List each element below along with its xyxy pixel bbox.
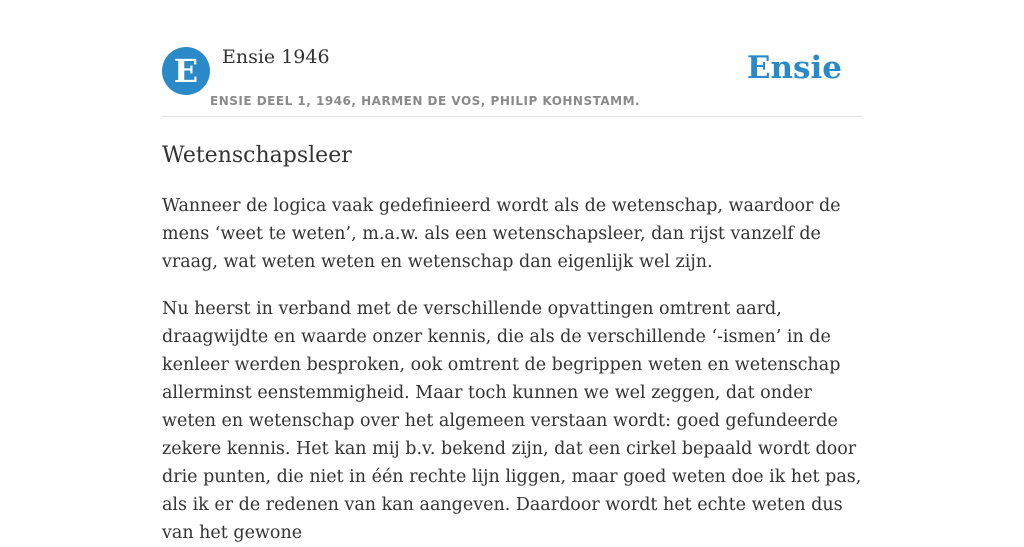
brand-logo[interactable]: Ensie: [746, 50, 842, 86]
content-column: [162, 0, 862, 547]
article-paragraph: Wanneer de logica vaak gedefinieerd wordt als de wetenschap, waardoor de mens ‘weet te weten’, m.a.w. als een wetenschapsleer, dan rijst vanzelf de vraag, wat weten weten en wetenschap dan eigenlijk wel zijn.: [162, 196, 841, 272]
ensie-logo-icon[interactable]: E: [162, 47, 210, 95]
book-title[interactable]: Ensie 1946: [222, 46, 330, 68]
article-paragraph: Nu heerst in verband met de verschillende opvattingen omtrent aard, draagwijdte en waarde onzer kennis, die als de verschillende ‘-ismen’ in de kenleer werden besproken, ook omtrent de begrippen weten en wetenschap allerminst eenstemmigheid. Maar toch kunnen we wel zeggen, dat onder weten en wetenschap over het algemeen verstaan wordt: goed gefundeerde zekere kennis. Het kan mij b.v. bekend zijn, dat een cirkel bepaald wordt door drie punten, die niet in één rechte lijn liggen, maar goed weten doe ik het pas, als ik er de redenen van kan aangeven. Daardoor wordt het echte weten dus van het gewone: [162, 299, 862, 543]
article-title: Wetenschapsleer: [162, 143, 352, 168]
header: [162, 0, 862, 117]
book-meta: ENSIE DEEL 1, 1946, HARMEN DE VOS, PHILIP KOHNSTAMM.: [210, 94, 641, 108]
